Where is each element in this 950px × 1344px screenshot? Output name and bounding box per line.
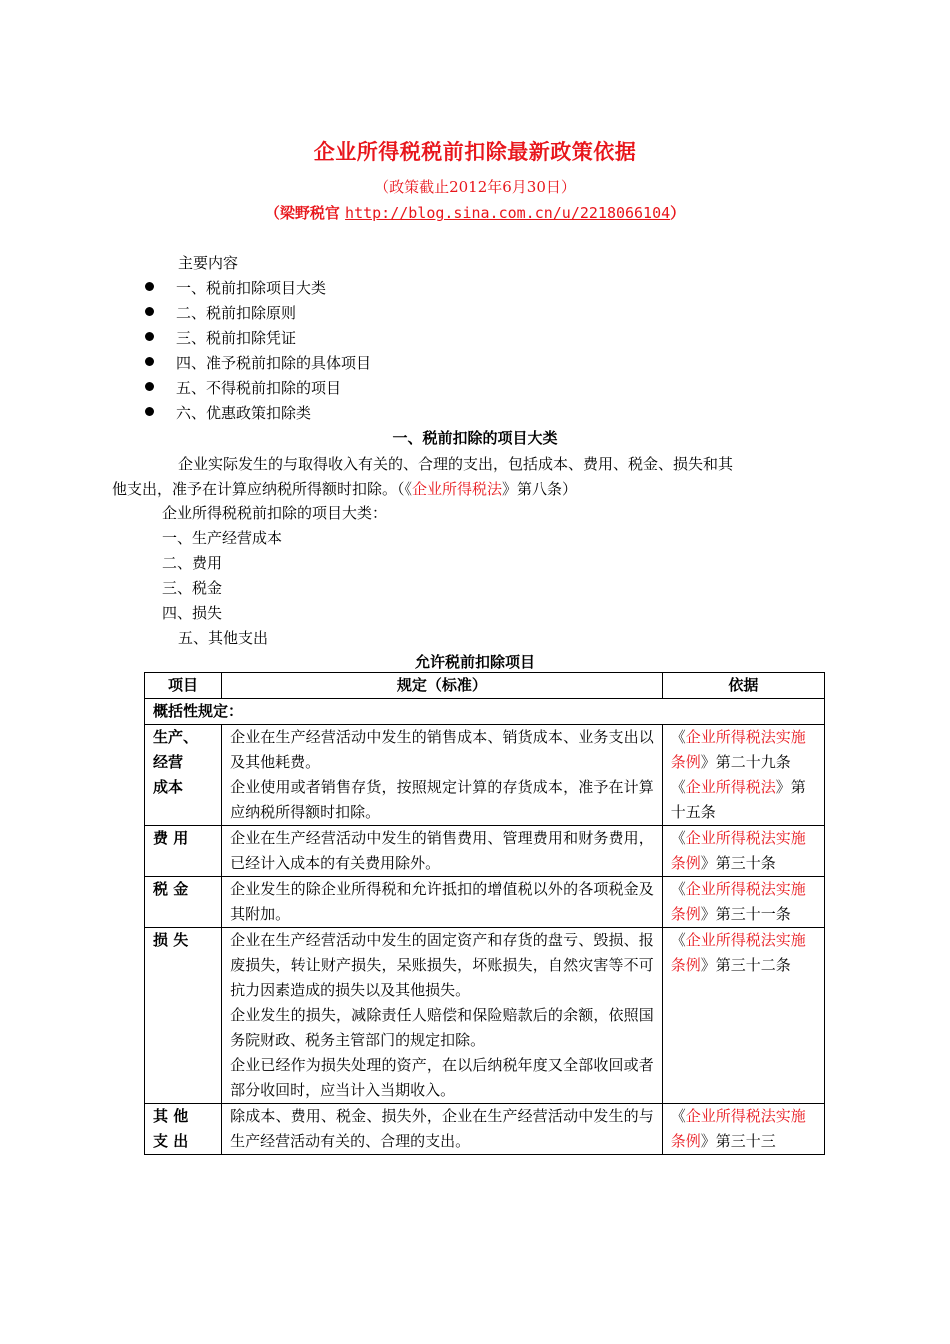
toc-heading: 主要内容 <box>178 254 239 272</box>
row-item: 损 失 <box>145 928 222 1104</box>
category-item: 一、生产经营成本 <box>162 529 283 547</box>
toc-item-label: 六、优惠政策扣除类 <box>176 404 312 422</box>
author-prefix: （梁野税官 <box>264 204 346 222</box>
bullet-icon <box>145 382 154 391</box>
law-name: 企业所得税法实施条例 <box>670 829 806 872</box>
law-name: 企业所得税法实施条例 <box>670 728 806 771</box>
table-row <box>145 725 825 826</box>
rule-text: 企业在生产经营活动中发生的销售成本、销货成本、业务支出以及其他耗费。 <box>230 728 654 771</box>
toc-item-label: 五、不得税前扣除的项目 <box>176 379 342 397</box>
category-intro: 企业所得税税前扣除的项目大类： <box>162 504 388 522</box>
header-item: 项目 <box>145 673 222 699</box>
bullet-icon <box>145 307 154 316</box>
section-title: 一、税前扣除的项目大类 <box>392 429 558 447</box>
basis-text: 》第三十三 <box>700 1132 776 1150</box>
row-item: 费 用 <box>145 826 222 877</box>
table-row <box>145 928 825 1104</box>
table-row <box>145 826 825 877</box>
basis-text: 《 <box>670 778 686 796</box>
category-item: 二、费用 <box>162 554 223 572</box>
category-item: 五、其他支出 <box>178 629 269 647</box>
rule-text: 企业发生的损失，减除责任人赔偿和保险赔款后的余额，依照国务院财政、税务主管部门的规定扣除。 <box>230 1006 654 1049</box>
toc-item <box>145 328 296 348</box>
law-name: 企业所得税法实施条例 <box>670 880 806 923</box>
bullet-icon <box>145 407 154 416</box>
law-name: 企业所得税法实施条例 <box>670 1107 806 1150</box>
row-rules <box>222 877 663 928</box>
author-blog-link[interactable]: http://blog.sina.com.cn/u/2218066104 <box>345 204 671 222</box>
intro-text-3: 》第八条） <box>502 480 578 498</box>
row-item: 税 金 <box>145 877 222 928</box>
row-rules <box>222 725 663 826</box>
rule-text: 企业在生产经营活动中发生的销售费用、管理费用和财务费用，已经计入成本的有关费用除外。 <box>230 829 654 872</box>
general-label: 概括性规定： <box>145 699 825 725</box>
table-header-row <box>145 673 825 699</box>
document-subtitle: （政策截止2012年6月30日） <box>374 178 576 196</box>
basis-text: 《 <box>670 880 686 898</box>
basis-text: 《 <box>670 931 686 949</box>
rule-text: 企业发生的除企业所得税和允许抵扣的增值税以外的各项税金及其附加。 <box>230 880 654 923</box>
intro-text-2: 他支出，准予在计算应纳税所得额时扣除。（《 <box>112 480 413 498</box>
general-row <box>145 699 825 725</box>
category-item: 三、税金 <box>162 579 223 597</box>
document-title: 企业所得税税前扣除最新政策依据 <box>313 139 637 164</box>
rule-text: 企业已经作为损失处理的资产，在以后纳税年度又全部收回或者部分收回时，应当计入当期收入。 <box>230 1056 654 1099</box>
toc-item <box>145 378 341 398</box>
basis-text: 《 <box>670 728 686 746</box>
toc-item <box>145 278 326 298</box>
law-reference: 企业所得税法 <box>412 480 503 498</box>
table-body <box>145 725 825 1155</box>
row-item: 生产、 经营 成本 <box>145 725 222 826</box>
law-name: 企业所得税法 <box>685 778 776 796</box>
basis-text: 》第二十九条 <box>700 753 791 771</box>
basis-text: 》第三十二条 <box>700 956 791 974</box>
row-rules <box>222 1104 663 1155</box>
toc-item <box>145 403 311 423</box>
bullet-icon <box>145 332 154 341</box>
bullet-icon <box>145 282 154 291</box>
rule-text: 企业在生产经营活动中发生的固定资产和存货的盘亏、毁损、报废损失，转让财产损失，呆账损失，坏账损失，自然灾害等不可抗力因素造成的损失以及其他损失。 <box>230 931 654 999</box>
row-item: 其 他 支 出 <box>145 1104 222 1155</box>
intro-paragraph <box>112 452 825 502</box>
bullet-icon <box>145 357 154 366</box>
row-basis <box>662 826 824 877</box>
basis-text: 《 <box>670 1107 686 1125</box>
table-row <box>145 1104 825 1155</box>
row-rules <box>222 928 663 1104</box>
basis-text: 《 <box>670 829 686 847</box>
deduction-table <box>144 672 825 1155</box>
header-basis: 依据 <box>662 673 824 699</box>
row-basis <box>662 725 824 826</box>
row-basis <box>662 1104 824 1155</box>
header-rule: 规定（标准） <box>222 673 663 699</box>
toc-item <box>145 303 296 323</box>
rule-text: 除成本、费用、税金、损失外，企业在生产经营活动中发生的与生产经营活动有关的、合理的支出。 <box>230 1107 654 1150</box>
toc-item-label: 一、税前扣除项目大类 <box>176 279 327 297</box>
toc-item <box>145 353 371 373</box>
toc-item-label: 二、税前扣除原则 <box>176 304 297 322</box>
basis-text: 》第十五条 <box>670 778 806 821</box>
category-item: 四、损失 <box>162 604 223 622</box>
table-caption: 允许税前扣除项目 <box>414 653 535 671</box>
toc-item-label: 四、准予税前扣除的具体项目 <box>176 354 372 372</box>
author-suffix: ） <box>670 204 686 222</box>
row-rules <box>222 826 663 877</box>
rule-text: 企业使用或者销售存货，按照规定计算的存货成本，准予在计算应纳税所得额时扣除。 <box>230 778 654 821</box>
table-row <box>145 877 825 928</box>
basis-text: 》第三十一条 <box>700 905 791 923</box>
toc-item-label: 三、税前扣除凭证 <box>176 329 297 347</box>
intro-text-1: 企业实际发生的与取得收入有关的、合理的支出，包括成本、费用、税金、损失和其 <box>178 455 734 473</box>
author-line <box>0 202 950 223</box>
law-name: 企业所得税法实施条例 <box>670 931 806 974</box>
basis-text: 》第三十条 <box>700 854 776 872</box>
row-basis <box>662 877 824 928</box>
row-basis <box>662 928 824 1104</box>
